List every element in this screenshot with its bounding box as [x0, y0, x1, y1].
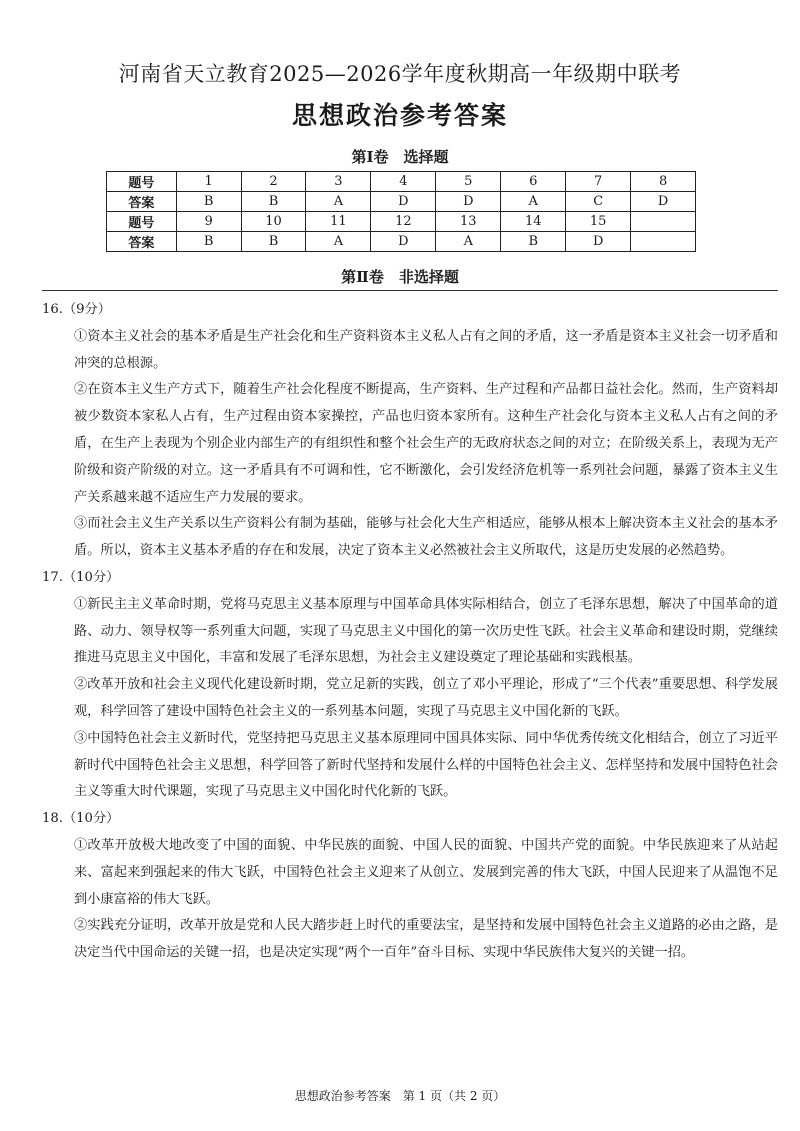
table-row [107, 172, 696, 192]
answer-cell [631, 232, 696, 252]
question-number-cell: 4 [371, 172, 436, 192]
question-label: 17.（10分） [42, 569, 120, 585]
table-row [107, 192, 696, 212]
answer-cell: D [371, 232, 436, 252]
answer-paragraph: ③而社会主义生产关系以生产资料公有制为基础，能够与社会化大生产相适应，能够从根本上解决资本主义社会的基本矛盾。所以，资本主义基本矛盾的存在和发展，决定了资本主义必然被社会主义所取代，这是历史发展的必然趋势。 [74, 516, 778, 559]
answer-cell: B [241, 192, 306, 212]
question-number-cell: 13 [436, 212, 501, 232]
section-divider [42, 290, 778, 291]
question-number-cell: 15 [566, 212, 631, 232]
answer-cell: A [501, 192, 566, 212]
question-number-cell: 12 [371, 212, 436, 232]
answer-cell: A [306, 232, 371, 252]
row-label-cell: 答案 [107, 192, 177, 212]
question-number-cell: 8 [631, 172, 696, 192]
row-label-cell: 题号 [107, 172, 177, 192]
question-number-cell [631, 212, 696, 232]
answer-paragraph: ①资本主义社会的基本矛盾是生产社会化和生产资料资本主义私人占有之间的矛盾，这一矛盾是资本主义社会一切矛盾和冲突的总根源。 [74, 328, 778, 371]
row-label-cell: 答案 [107, 232, 177, 252]
question-label: 18.（10分） [42, 811, 120, 827]
question-number-cell: 14 [501, 212, 566, 232]
answer-cell: B [241, 232, 306, 252]
question-number-cell: 10 [241, 212, 306, 232]
question-number-cell: 1 [176, 172, 241, 192]
answer-table-body [107, 172, 696, 252]
answer-cell: D [371, 192, 436, 212]
answer-cell: C [566, 192, 631, 212]
section-1-heading: 第Ⅰ卷 选择题 [351, 148, 449, 166]
question-number-cell: 9 [176, 212, 241, 232]
answer-paragraph: ②在资本主义生产方式下，随着生产社会化程度不断提高，生产资料、生产过程和产品都日益社会化。然而，生产资料却被少数资本家私人占有，生产过程由资本家操控，产品也归资本家所有。这种生产社会化与资本主义私人占有之间的矛盾，在生产上表现为个别企业内部生产的有组织性和整个社会生产的无政府状态之间的对立；在阶级关系上，表现为无产阶级和资产阶级的对立。这一矛盾具有不可调和性，它不断激化，会引发经济危机等一系列社会问题，暴露了资本主义生产关系越来越不适应生产力发展的要求。 [74, 382, 778, 505]
question-number-cell: 11 [306, 212, 371, 232]
section-2-heading: 第Ⅱ卷 非选择题 [341, 268, 459, 286]
answer-cell: D [436, 192, 501, 212]
answer-paragraph: ②改革开放和社会主义现代化建设新时期，党立足新的实践，创立了邓小平理论，形成了“三个代表”重要思想、科学发展观，科学回答了建设中国特色社会主义的一系列基本问题，实现了马克思主义中国化新的飞跃。 [74, 677, 778, 719]
question-number-cell: 7 [566, 172, 631, 192]
table-row [107, 232, 696, 252]
page-footer: 思想政治参考答案 第 1 页（共 2 页） [294, 1089, 506, 1103]
answer-table [106, 171, 696, 252]
table-row [107, 212, 696, 232]
answer-cell: D [566, 232, 631, 252]
answer-paragraph: ①新民主主义革命时期，党将马克思主义基本原理与中国革命具体实际相结合，创立了毛泽东思想，解决了中国革命的道路、动力、领导权等一系列重大问题，实现了马克思主义中国化的第一次历史性飞跃。社会主义革命和建设时期，党继续推进马克思主义中国化，丰富和发展了毛泽东思想，为社会主义建设奠定了理论基础和实践根基。 [74, 596, 778, 666]
question-number-cell: 5 [436, 172, 501, 192]
question-number-cell: 3 [306, 172, 371, 192]
answer-paragraph: ①改革开放极大地改变了中国的面貌、中华民族的面貌、中国人民的面貌、中国共产党的面貌。中华民族迎来了从站起来、富起来到强起来的伟大飞跃，中国特色社会主义迎来了从创立、发展到完善的伟大飞跃，中国人民迎来了从温饱不足到小康富裕的伟大飞跃。 [74, 837, 778, 907]
answer-cell: B [501, 232, 566, 252]
question-label: 16.（9分） [42, 302, 111, 317]
answer-cell: A [436, 232, 501, 252]
answer-cell: B [176, 192, 241, 212]
answer-paragraph: ②实践充分证明，改革开放是党和人民大踏步赶上时代的重要法宝，是坚持和发展中国特色社会主义道路的必由之路，是决定当代中国命运的关键一招，也是决定实现“两个一百年”奋斗目标、实现中华民族伟大复兴的关键一招。 [74, 918, 778, 961]
answer-content [42, 297, 778, 967]
answer-cell: A [306, 192, 371, 212]
answer-paragraph: ③中国特色社会主义新时代，党坚持把马克思主义基本原理同中国具体实际、同中华优秀传统文化相结合，创立了习近平新时代中国特色社会主义思想，科学回答了新时代坚持和发展什么样的中国特色社会主义、怎样坚持和发展中国特色社会主义等重大时代课题，实现了马克思主义中国化时代化新的飞跃。 [74, 730, 778, 800]
exam-title: 河南省天立教育2025—2026学年度秋期高一年级期中联考 [118, 62, 682, 86]
question-number-cell: 2 [241, 172, 306, 192]
answer-cell: B [176, 232, 241, 252]
document-title: 思想政治参考答案 [291, 101, 508, 130]
question-number-cell: 6 [501, 172, 566, 192]
row-label-cell: 题号 [107, 212, 177, 232]
answer-cell: D [631, 192, 696, 212]
